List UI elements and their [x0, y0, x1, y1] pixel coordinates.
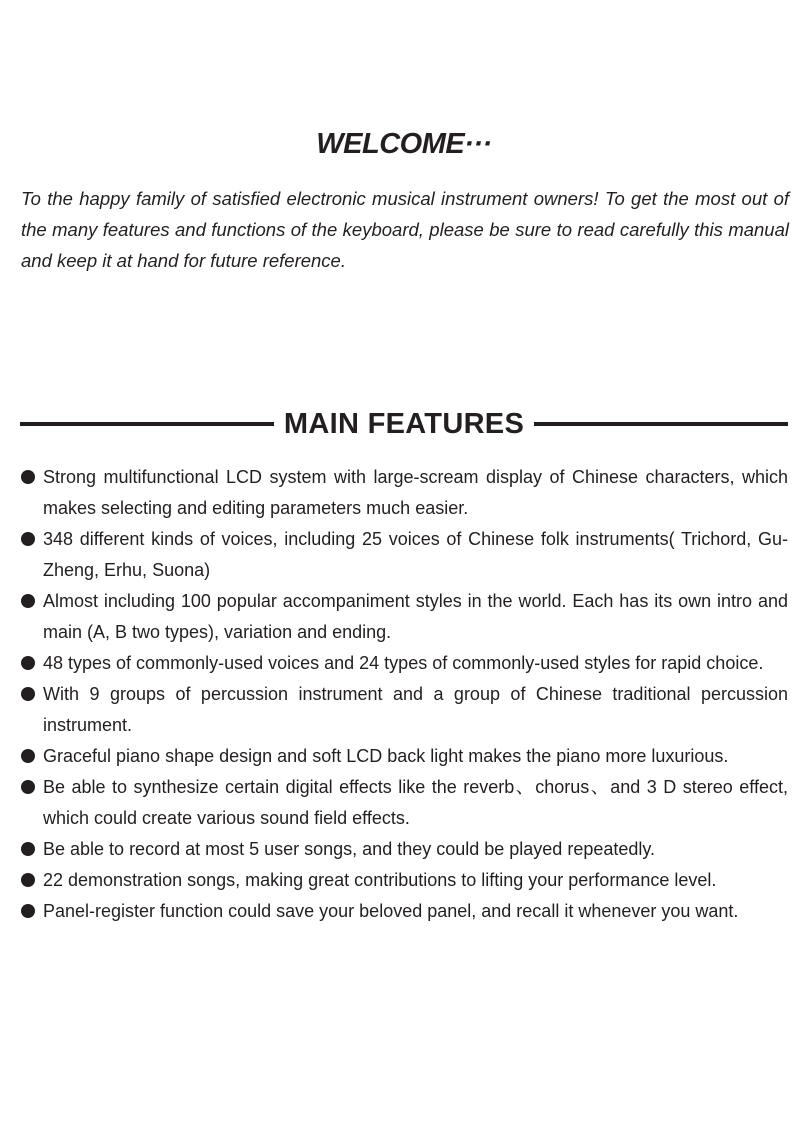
- header-rule-left: [20, 422, 274, 426]
- feature-item: [20, 679, 788, 741]
- feature-text: Be able to record at most 5 user songs, and they could be played repeatedly.: [43, 839, 656, 859]
- features-list: [20, 462, 788, 927]
- bullet-icon: [21, 904, 35, 918]
- bullet-icon: [21, 532, 35, 546]
- feature-item: [20, 586, 788, 648]
- feature-item: [20, 524, 788, 586]
- features-header: [20, 404, 788, 444]
- header-rule-right: [534, 422, 788, 426]
- bullet-icon: [21, 687, 35, 701]
- feature-text: Almost including 100 popular accompaniment styles in the world. Each has its own intro and main (A, B two types), variation and ending.: [43, 591, 788, 642]
- feature-item: [20, 834, 788, 865]
- feature-item: [20, 772, 788, 834]
- features-heading: MAIN FEATURES: [283, 407, 525, 440]
- bullet-icon: [21, 594, 35, 608]
- feature-item: [20, 462, 788, 524]
- bullet-icon: [21, 656, 35, 670]
- feature-text: Graceful piano shape design and soft LCD back light makes the piano more luxurious.: [43, 746, 729, 766]
- feature-text: Panel-register function could save your beloved panel, and recall it whenever you want.: [43, 901, 739, 921]
- bullet-icon: [21, 470, 35, 484]
- bullet-icon: [21, 780, 35, 794]
- feature-item: [20, 865, 788, 896]
- feature-text: Strong multifunctional LCD system with large-scream display of Chinese characters, which makes selecting and editing parameters much easier.: [43, 467, 788, 518]
- feature-item: [20, 896, 788, 927]
- feature-text: 48 types of commonly-used voices and 24 types of commonly-used styles for rapid choice.: [43, 653, 764, 673]
- feature-item: [20, 741, 788, 772]
- feature-item: [20, 648, 788, 679]
- feature-text: With 9 groups of percussion instrument and a group of Chinese traditional percussion instrument.: [43, 684, 788, 735]
- bullet-icon: [21, 873, 35, 887]
- welcome-title: WELCOME···: [316, 128, 492, 160]
- bullet-icon: [21, 842, 35, 856]
- feature-text: Be able to synthesize certain digital effects like the reverb、chorus、and 3 D stereo effect, which could create various sound field effects.: [43, 777, 788, 828]
- feature-text: 348 different kinds of voices, including 25 voices of Chinese folk instruments( Trichord, Gu-Zheng, Erhu, Suona): [43, 529, 788, 580]
- bullet-icon: [21, 749, 35, 763]
- feature-text: 22 demonstration songs, making great contributions to lifting your performance level.: [43, 870, 717, 890]
- welcome-paragraph: To the happy family of satisfied electronic musical instrument owners! To get the most out of the many features and functions of the keyboard, please be sure to read carefully this manual and keep it at hand for future reference.: [21, 188, 789, 271]
